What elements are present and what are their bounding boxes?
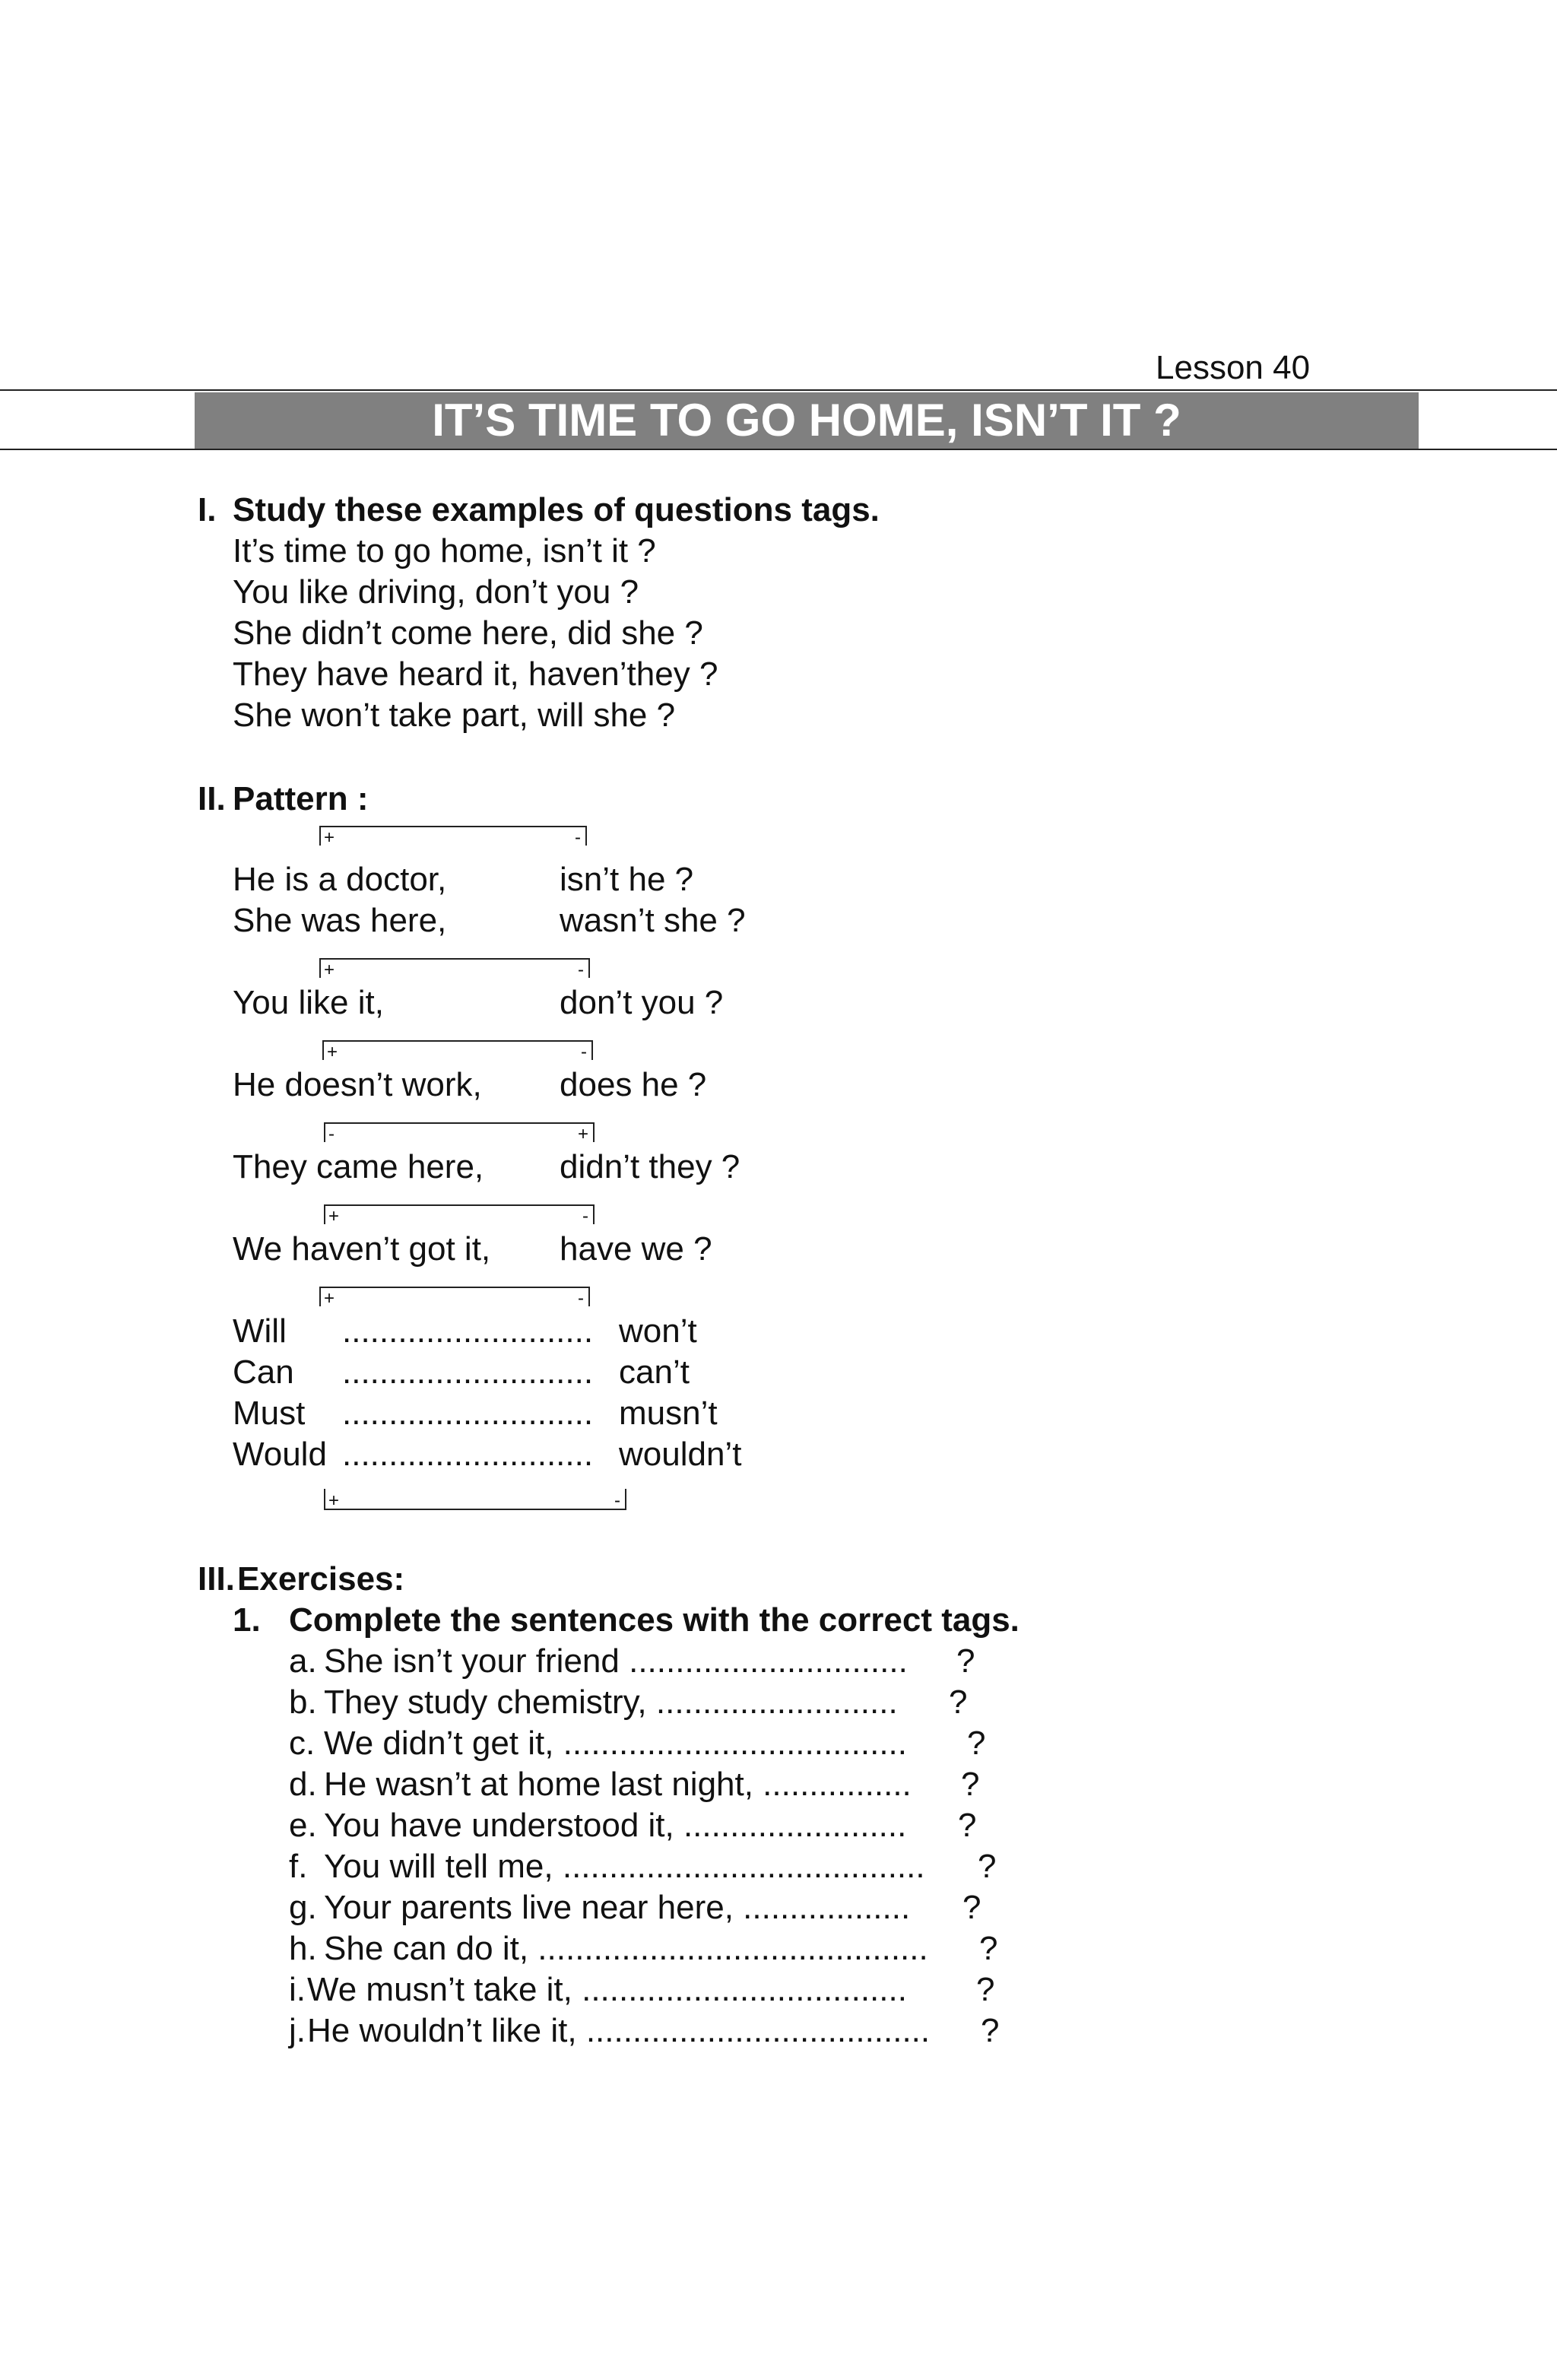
section1-heading: Study these examples of questions tags. (233, 491, 880, 528)
exercise-number: 1. (233, 1601, 261, 1639)
pattern-tag: isn’t he ? (560, 861, 694, 898)
polarity-sign: + (324, 960, 335, 980)
polarity-sign: - (328, 1124, 335, 1144)
modal-negative: won’t (619, 1312, 697, 1350)
section3-number: III. (198, 1560, 235, 1598)
pattern-statement: She was here, (233, 902, 447, 939)
modal-dots: ........................... (342, 1436, 594, 1473)
exercise-question-mark: ? (949, 1683, 968, 1721)
polarity-bracket (319, 958, 590, 980)
polarity-sign: + (324, 1288, 335, 1309)
polarity-bracket (322, 1040, 593, 1062)
example-line: It’s time to go home, isn’t it ? (233, 532, 656, 570)
exercise-text: He wasn’t at home last night, ................ (324, 1766, 912, 1803)
polarity-sign: + (328, 1206, 340, 1226)
pattern-tag: wasn’t she ? (560, 902, 746, 939)
pattern-statement: We haven’t got it, (233, 1230, 491, 1268)
exercise-question-mark: ? (962, 1889, 981, 1926)
page-title: IT’S TIME TO GO HOME, ISN’T IT ? (195, 392, 1419, 449)
exercise-label: j. (289, 2012, 306, 2049)
example-line: They have heard it, haven’they ? (233, 655, 718, 693)
section1-number: I. (198, 491, 217, 528)
polarity-sign: + (577, 1124, 588, 1144)
exercise-label: i. (289, 1971, 306, 2008)
example-line: She didn’t come here, did she ? (233, 614, 703, 652)
polarity-sign: - (582, 1206, 588, 1226)
modal-word: Must (233, 1395, 306, 1432)
polarity-bracket (319, 1287, 590, 1309)
polarity-bracket (319, 826, 587, 848)
modal-dots: ........................... (342, 1312, 594, 1350)
exercise-question-mark: ? (961, 1766, 980, 1803)
exercise-label: f. (289, 1848, 308, 1885)
section3-heading: Exercises: (237, 1560, 405, 1598)
exercise-label: a. (289, 1642, 317, 1680)
exercise-label: d. (289, 1766, 317, 1803)
exercise-question-mark: ? (958, 1807, 977, 1844)
exercise-question-mark: ? (978, 1848, 997, 1885)
exercise-text: He wouldn’t like it, ..................................... (307, 2012, 931, 2049)
exercise-question-mark: ? (967, 1725, 986, 1762)
pattern-statement: They came here, (233, 1148, 484, 1185)
section2-number: II. (198, 780, 226, 817)
polarity-bracket-bottom (324, 1489, 626, 1510)
section2-heading: Pattern : (233, 780, 369, 817)
example-line: She won’t take part, will she ? (233, 697, 676, 734)
pattern-tag: does he ? (560, 1066, 707, 1103)
pattern-statement: He is a doctor, (233, 861, 447, 898)
exercise-text: We musn’t take it, ................................... (307, 1971, 907, 2008)
polarity-bracket (324, 1204, 595, 1226)
exercise-label: g. (289, 1889, 317, 1926)
modal-word: Would (233, 1436, 327, 1473)
exercise-text: She can do it, .......................................... (324, 1930, 928, 1967)
modal-negative: can’t (619, 1353, 690, 1391)
exercise-question-mark: ? (976, 1971, 995, 2008)
modal-word: Will (233, 1312, 287, 1350)
polarity-sign: - (578, 960, 584, 980)
modal-negative: wouldn’t (619, 1436, 742, 1473)
bottom-rule (0, 449, 1557, 450)
pattern-statement: You like it, (233, 984, 384, 1021)
modal-dots: ........................... (342, 1395, 594, 1432)
exercise-label: h. (289, 1930, 317, 1967)
modal-dots: ........................... (342, 1353, 594, 1391)
polarity-sign: + (324, 827, 335, 848)
exercise-question-mark: ? (981, 2012, 1000, 2049)
exercise-label: e. (289, 1807, 317, 1844)
exercise-question-mark: ? (956, 1642, 975, 1680)
modal-word: Can (233, 1353, 294, 1391)
polarity-sign: - (614, 1490, 620, 1511)
polarity-sign: + (327, 1042, 338, 1062)
modal-negative: musn’t (619, 1395, 718, 1432)
exercise-text: You have understood it, ........................ (324, 1807, 907, 1844)
exercise-text: They study chemistry, .......................... (324, 1683, 898, 1721)
polarity-sign: - (581, 1042, 587, 1062)
exercise-text: She isn’t your friend .............................. (324, 1642, 908, 1680)
exercise-text: We didn’t get it, ..................................... (324, 1725, 907, 1762)
exercise-text: You will tell me, ....................................... (324, 1848, 925, 1885)
exercise-text: Your parents live near here, .................. (324, 1889, 911, 1926)
pattern-tag: didn’t they ? (560, 1148, 740, 1185)
exercise-question-mark: ? (979, 1930, 998, 1967)
lesson-label: Lesson 40 (1156, 349, 1311, 386)
example-line: You like driving, don’t you ? (233, 573, 639, 611)
pattern-tag: have we ? (560, 1230, 712, 1268)
pattern-tag: don’t you ? (560, 984, 724, 1021)
polarity-sign: - (575, 827, 581, 848)
exercise-label: b. (289, 1683, 317, 1721)
polarity-sign: + (328, 1490, 340, 1511)
exercise-heading: Complete the sentences with the correct tags. (289, 1601, 1020, 1639)
exercise-label: c. (289, 1725, 316, 1762)
pattern-statement: He doesn’t work, (233, 1066, 482, 1103)
polarity-sign: - (578, 1288, 584, 1309)
top-rule (0, 389, 1557, 391)
polarity-bracket (324, 1122, 595, 1144)
